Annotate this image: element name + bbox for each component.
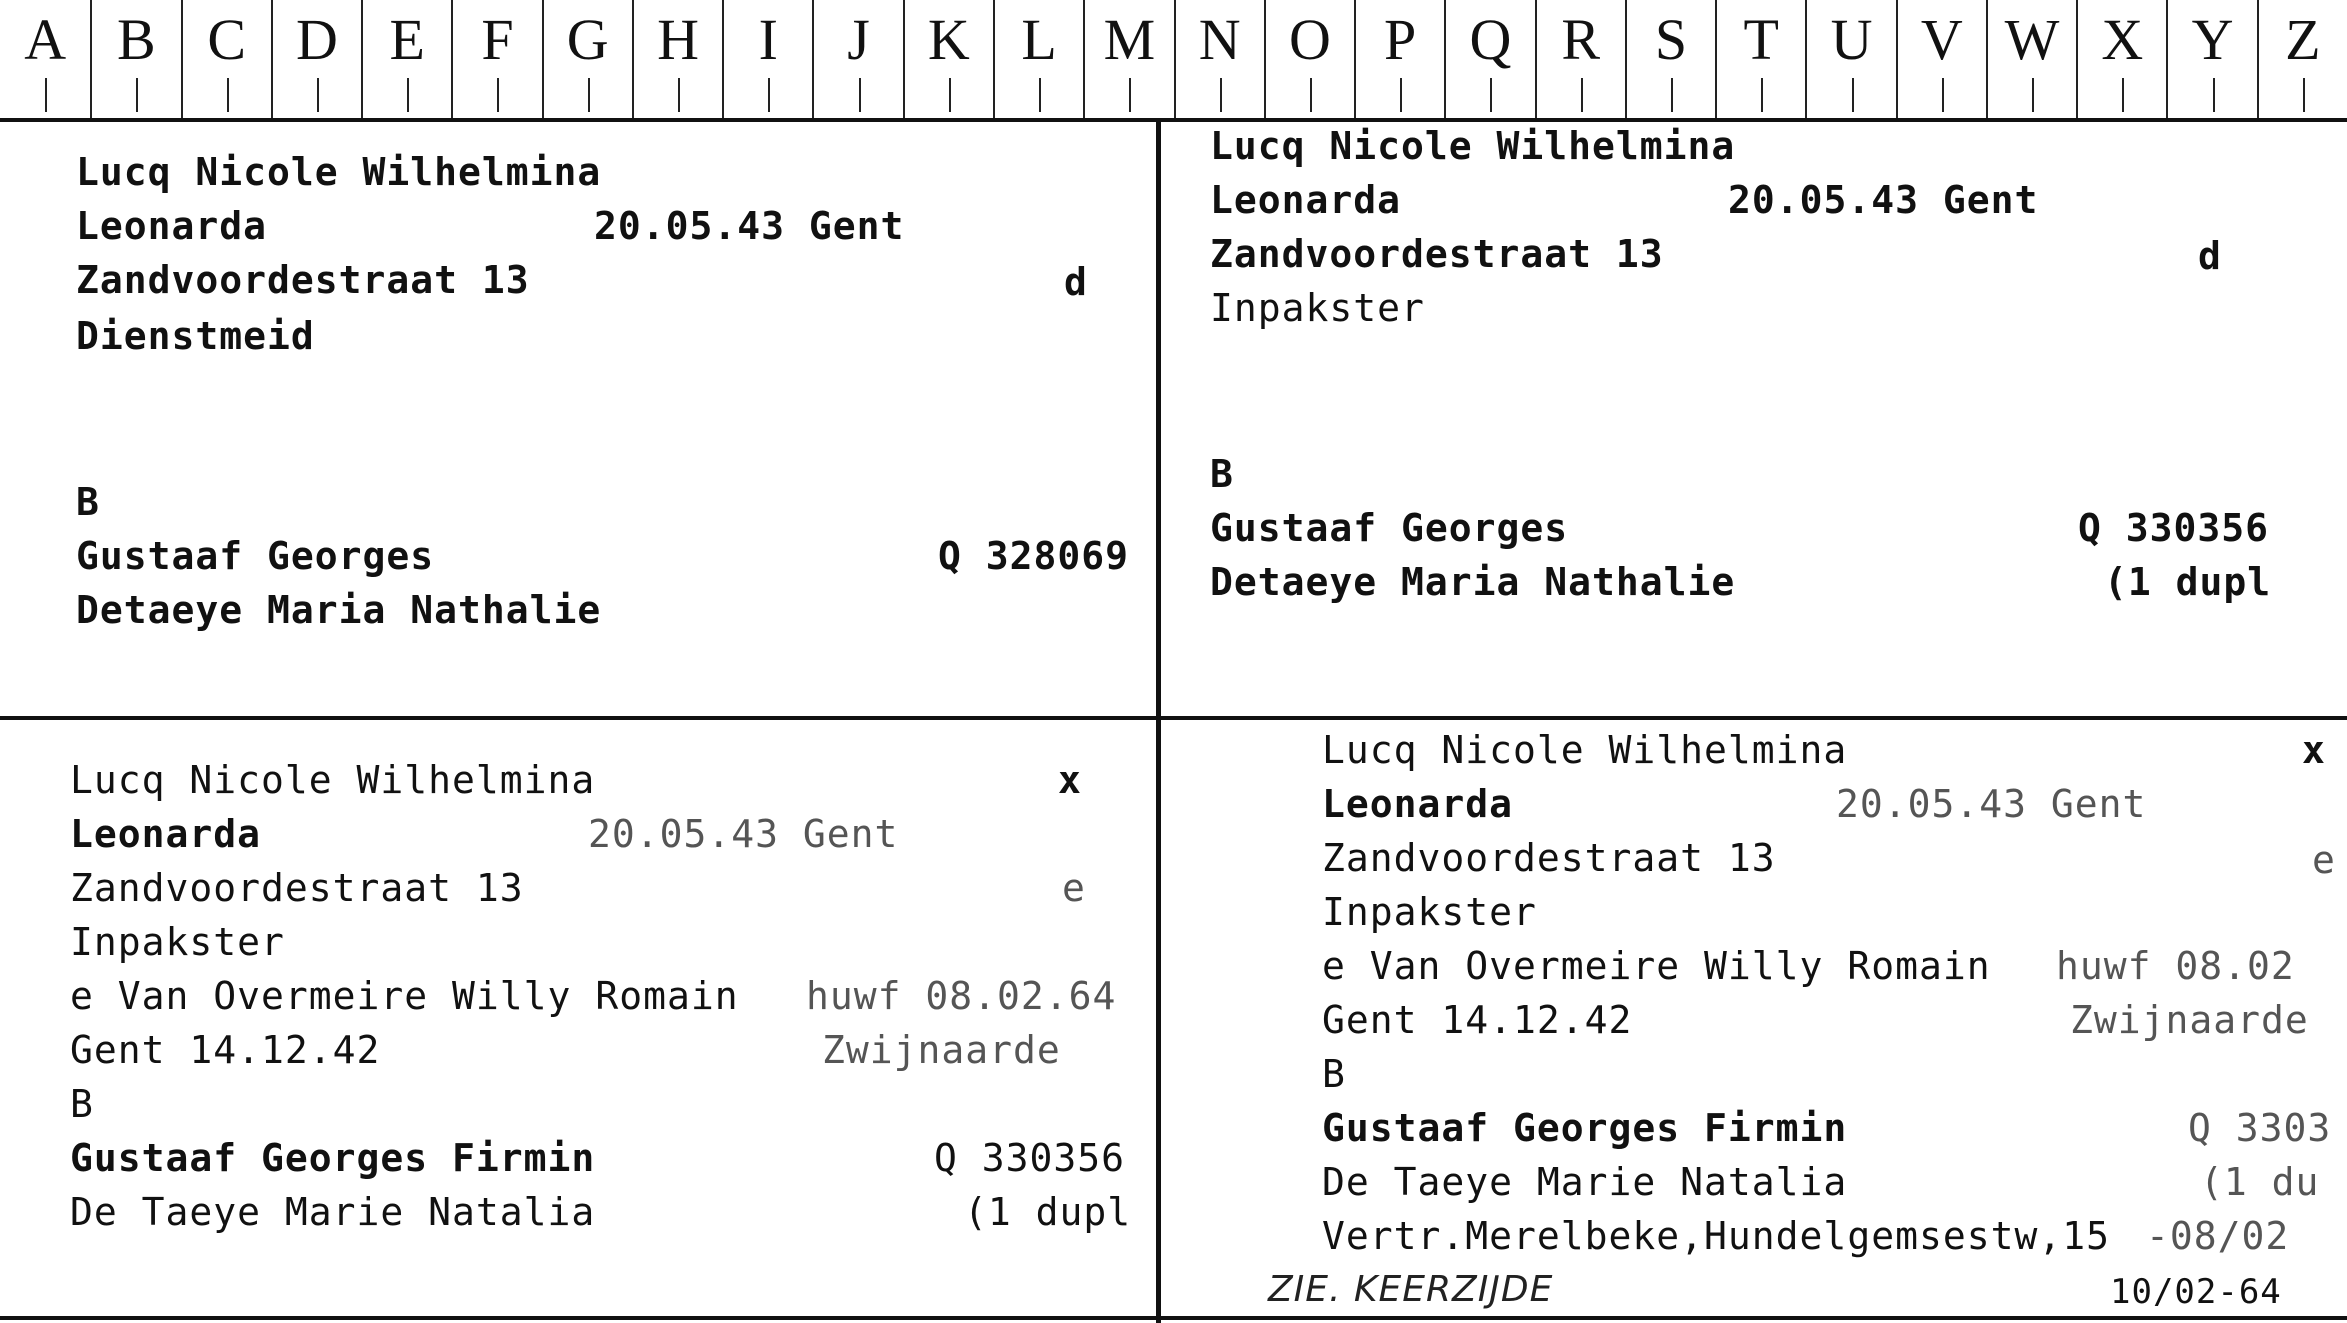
card-code: e	[2312, 838, 2336, 882]
alphabet-letter: N	[1198, 7, 1241, 72]
card-reference: Q 328069	[938, 534, 1130, 578]
bottom-rule	[0, 1316, 2347, 1320]
alphabet-letter: Y	[2191, 7, 2234, 72]
card-spouse-birth: Gent 14.12.42	[70, 1028, 381, 1072]
card-b-marker: B	[76, 480, 100, 524]
card-name: Lucq Nicole Wilhelmina	[1210, 124, 1736, 168]
alphabet-tab-s	[1625, 0, 1715, 118]
alphabet-letter: S	[1654, 7, 1688, 72]
alphabet-tab-e	[361, 0, 451, 118]
alphabet-tab-b	[90, 0, 180, 118]
card-father: Gustaaf Georges Firmin	[1322, 1106, 1848, 1150]
card-occupation: Dienstmeid	[76, 314, 315, 358]
alphabet-letter: L	[1021, 7, 1057, 72]
card-occupation: Inpakster	[1322, 890, 1537, 934]
alphabet-tab-h	[632, 0, 722, 118]
card-b-marker: B	[1322, 1052, 1346, 1096]
card-name: Lucq Nicole Wilhelmina	[1322, 728, 1848, 772]
card-given-name: Leonarda	[70, 812, 262, 856]
card-address: Zandvoordestraat 13	[1210, 232, 1664, 276]
card-mother: Detaeye Maria Nathalie	[76, 588, 602, 632]
card-spouse-birth: Gent 14.12.42	[1322, 998, 1633, 1042]
card-marriage-place: Zwijnaarde	[2070, 998, 2309, 1042]
card-duplicate: (1 dupl	[964, 1190, 1132, 1234]
card-handwritten-date: 10/02-64	[2110, 1272, 2282, 1312]
alphabet-tab-y	[2166, 0, 2256, 118]
alphabet-tab-n	[1174, 0, 1264, 118]
card-handwritten-note: ZIE. KEERZIJDE	[1268, 1269, 1554, 1310]
alphabet-letter: H	[657, 7, 699, 72]
card-reference: Q 330356	[934, 1136, 1126, 1180]
alphabet-tab-r	[1535, 0, 1625, 118]
alphabet-tab-k	[903, 0, 993, 118]
card-mother: De Taeye Marie Natalia	[1322, 1160, 1848, 1204]
alphabet-tab-g	[542, 0, 632, 118]
alphabet-letter: U	[1830, 7, 1873, 72]
alphabet-tab-m	[1083, 0, 1173, 118]
card-mark: x	[2302, 728, 2326, 772]
alphabet-letter: O	[1288, 7, 1331, 72]
card-address: Zandvoordestraat 13	[76, 258, 530, 302]
alphabet-letter: J	[847, 7, 870, 72]
card-code: e	[1062, 866, 1086, 910]
card-moved-address: Vertr.Merelbeke,Hundelgemsestw,15	[1322, 1214, 2110, 1258]
card-father: Gustaaf Georges	[76, 534, 435, 578]
alphabet-letter: W	[2004, 7, 2060, 72]
card-duplicate: (1 du	[2200, 1160, 2320, 1204]
card-name: Lucq Nicole Wilhelmina	[70, 758, 596, 802]
card-marriage-place: Zwijnaarde	[822, 1028, 1061, 1072]
alphabet-tab-x	[2076, 0, 2166, 118]
alphabet-tab-l	[993, 0, 1083, 118]
alphabet-letter: T	[1743, 7, 1779, 72]
card-given-name: Leonarda	[1322, 782, 1514, 826]
card-code: d	[1064, 260, 1088, 304]
card-duplicate: (1 dupl	[2104, 560, 2272, 604]
card-father: Gustaaf Georges Firmin	[70, 1136, 596, 1180]
alphabet-tab-a	[0, 0, 90, 118]
card-mark: x	[1058, 758, 1082, 802]
alphabet-tab-i	[722, 0, 812, 118]
card-birth: 20.05.43 Gent	[1836, 782, 2147, 826]
card-address: Zandvoordestraat 13	[70, 866, 524, 910]
alphabet-letter: A	[24, 7, 67, 72]
card-occupation: Inpakster	[70, 920, 285, 964]
alphabet-tab-v	[1896, 0, 1986, 118]
alphabet-tab-f	[451, 0, 541, 118]
alphabet-index	[0, 0, 2347, 122]
alphabet-letter: Q	[1469, 7, 1512, 72]
card-birth: 20.05.43 Gent	[1728, 178, 2039, 222]
card-moved-date: -08/02	[2146, 1214, 2290, 1258]
alphabet-tab-w	[1986, 0, 2076, 118]
card-mother: De Taeye Marie Natalia	[70, 1190, 596, 1234]
alphabet-letter: V	[1920, 7, 1963, 72]
card-address: Zandvoordestraat 13	[1322, 836, 1776, 880]
card-b-marker: B	[1210, 452, 1234, 496]
card-birth: 20.05.43 Gent	[594, 204, 905, 248]
alphabet-letter: E	[389, 7, 425, 72]
alphabet-tab-p	[1354, 0, 1444, 118]
alphabet-letter: G	[566, 7, 609, 72]
card-given-name: Leonarda	[1210, 178, 1402, 222]
card-spouse: e Van Overmeire Willy Romain	[1322, 944, 1991, 988]
vertical-divider	[1156, 118, 1161, 1323]
alphabet-tab-c	[181, 0, 271, 118]
alphabet-tab-z	[2257, 0, 2347, 118]
alphabet-tab-q	[1444, 0, 1534, 118]
alphabet-letter: P	[1384, 7, 1417, 72]
alphabet-letter: K	[927, 7, 970, 72]
card-reference: Q 3303	[2188, 1106, 2332, 1150]
card-name: Lucq Nicole Wilhelmina	[76, 150, 602, 194]
alphabet-letter: C	[207, 7, 246, 72]
card-occupation: Inpakster	[1210, 286, 1425, 330]
alphabet-tab-t	[1715, 0, 1805, 118]
card-birth: 20.05.43 Gent	[588, 812, 899, 856]
card-given-name: Leonarda	[76, 204, 268, 248]
card-reference: Q 330356	[2078, 506, 2270, 550]
alphabet-letter: B	[117, 7, 156, 72]
alphabet-tab-d	[271, 0, 361, 118]
card-marriage-date: huwf 08.02.64	[806, 974, 1117, 1018]
alphabet-letter: I	[758, 7, 778, 72]
alphabet-letter: R	[1561, 7, 1601, 72]
card-spouse: e Van Overmeire Willy Romain	[70, 974, 739, 1018]
card-code: d	[2198, 234, 2222, 278]
alphabet-tab-j	[812, 0, 902, 118]
alphabet-letter: X	[2101, 7, 2144, 72]
alphabet-letter: M	[1103, 7, 1156, 72]
card-marriage-date: huwf 08.02	[2056, 944, 2295, 988]
alphabet-letter: D	[295, 7, 338, 72]
alphabet-tab-o	[1264, 0, 1354, 118]
card-father: Gustaaf Georges	[1210, 506, 1569, 550]
horizontal-divider	[0, 716, 2347, 720]
card-mother: Detaeye Maria Nathalie	[1210, 560, 1736, 604]
alphabet-tab-u	[1805, 0, 1895, 118]
alphabet-letter: Z	[2285, 7, 2321, 72]
alphabet-letter: F	[481, 7, 514, 72]
card-b-marker: B	[70, 1082, 94, 1126]
